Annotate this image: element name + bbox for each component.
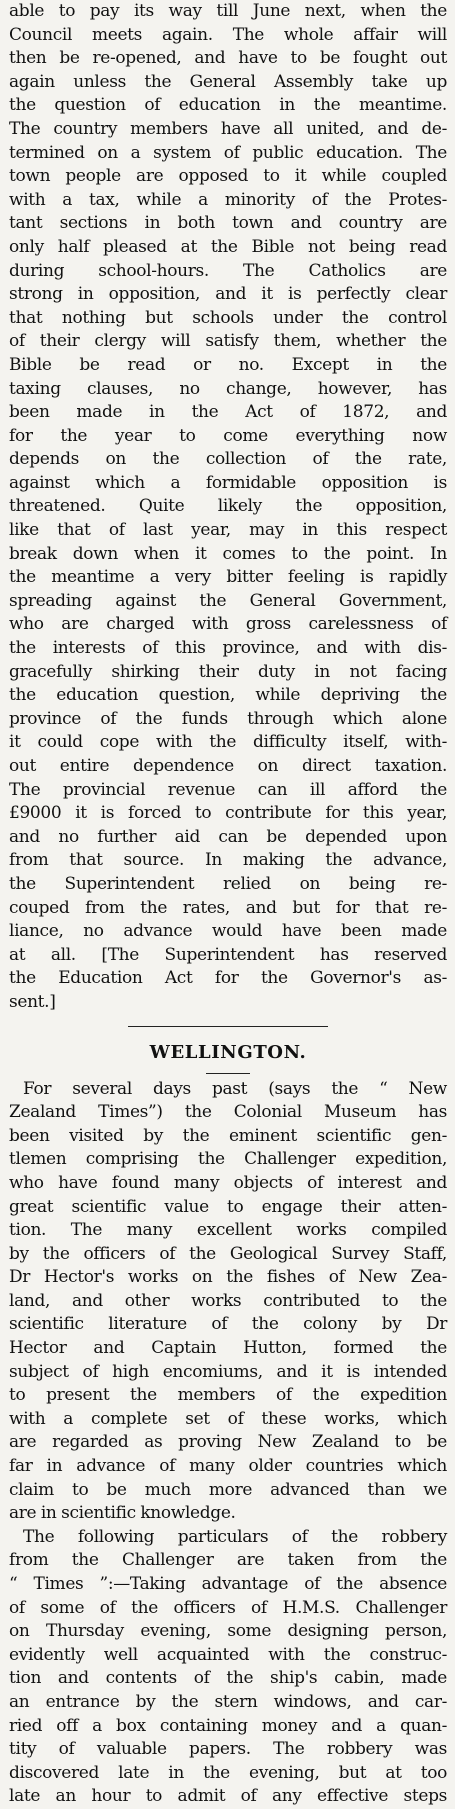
robbery-article-body [9,1526,447,1809]
text-line: spreading against the General Government, [9,590,447,611]
text-line: of some of the officers of H.M.S. Challenger [9,1597,447,1618]
text-line: then be re-opened, and have to be fought out [9,48,447,69]
text-line: late an hour to admit of any effective steps [9,1786,447,1807]
text-line: on Thursday evening, some designing person, [9,1621,447,1642]
text-line: from that source. In making the advance, [9,850,447,871]
text-line: been made in the Act of 1872, and [9,402,447,423]
text-line: strong in opposition, and it is perfectly clear [9,284,447,305]
text-line: it could cope with the difficulty itself, with- [9,732,447,753]
text-line: land, and other works contributed to the [9,1290,447,1311]
text-line: the education question, while depriving the [9,685,447,706]
text-line: of their clergy will satisfy them, whether the [9,331,447,352]
text-line: are regarded as proving New Zealand to be [9,1432,447,1453]
heading-dash [206,1073,250,1074]
text-line: to present the members of the expedition [9,1385,447,1406]
text-line: couped from the rates, and but for that re- [9,897,447,918]
section-heading: WELLINGTON. [149,1041,307,1063]
text-line: tion. The many excellent works compiled [9,1220,447,1241]
text-line: by the officers of the Geological Survey Staff, [9,1243,447,1264]
text-line: break down when it comes to the point. In [9,543,447,564]
text-line: tity of valuable papers. The robbery was [9,1739,447,1760]
text-line: Zealand Times”) the Colonial Museum has [9,1102,447,1123]
text-line: tant sections in both town and country are [9,213,447,234]
text-line: For several days past (says the “ New [23,1078,447,1099]
text-line: Hector and Captain Hutton, formed the [9,1338,447,1359]
text-line: tlemen comprising the Challenger expedition, [9,1149,447,1170]
text-line: £9000 it is forced to contribute for this year, [9,803,447,824]
text-line: discovered late in the evening, but at too [9,1762,447,1783]
text-line: Council meets again. The whole affair will [9,24,447,45]
text-line: sent.] [9,991,56,1012]
text-line: from the Challenger are taken from the [9,1550,447,1571]
text-line: again unless the General Assembly take up [9,71,447,92]
text-line: able to pay its way till June next, when the [9,1,447,21]
text-line: who are charged with gross carelessness of [9,614,447,635]
text-line: Dr Hector's works on the fishes of New Zea- [9,1267,447,1288]
text-line: The provincial revenue can ill afford the [9,779,447,800]
text-line: The country members have all united, and de- [9,118,447,139]
text-line: province of the funds through which alone [9,708,447,729]
text-line: been visited by the eminent scientific gen- [9,1125,447,1146]
text-line: at all. [The Superintendent has reserved [9,944,447,965]
text-line: Bible be read or no. Except in the [9,354,447,375]
text-line: against which a formidable opposition is [9,472,447,493]
text-line: evidently well acquainted with the construc- [9,1644,447,1665]
text-line: and no further aid can be depended upon [9,826,447,847]
text-line: out entire dependence on direct taxation. [9,756,447,776]
text-line: the Superintendent relied on being re- [9,873,447,894]
text-line: the interests of this province, and with dis- [9,638,447,659]
text-line: “ Times ”:—Taking advantage of the absence [9,1574,447,1594]
text-line: only half pleased at the Bible not being read [9,236,447,257]
text-line: tion and contents of the ship's cabin, made [9,1668,447,1689]
text-line: ried off a box containing money and a quan- [9,1715,447,1736]
text-line: scientific literature of the colony by Dr [9,1314,447,1335]
text-line: during school-hours. The Catholics are [9,260,447,281]
text-line: with a tax, while a minority of the Protes- [9,189,447,210]
text-line: for the year to come everything now [9,425,447,446]
text-line: far in advance of many older countries which [9,1456,447,1477]
museum-article-body [9,1078,447,1526]
text-line: the meantime a very bitter feeling is rapidly [9,567,447,588]
education-article-body [9,0,447,1015]
text-line: subject of high encomiums, and it is intended [9,1361,447,1382]
text-line: The following particulars of the robbery [23,1526,447,1547]
text-line: who have found many objects of interest and [9,1172,447,1193]
text-line: great scientific value to engage their atten- [9,1196,447,1217]
text-line: the Education Act for the Governor's as- [9,968,447,989]
text-line: town people are opposed to it while coupled [9,166,447,187]
text-line: an entrance by the stern windows, and car- [9,1691,447,1712]
text-line: are in scientific knowledge. [9,1503,236,1524]
text-line: gracefully shirking their duty in not facing [9,661,447,682]
text-line: depends on the collection of the rate, [9,449,447,470]
text-line: that nothing but schools under the control [9,307,447,328]
text-line: liance, no advance would have been made [9,921,447,942]
text-line: threatened. Quite likely the opposition, [9,496,447,517]
text-line: like that of last year, may in this respect [9,520,447,541]
text-line: claim to be much more advanced than we [9,1479,447,1500]
text-line: taxing clauses, no change, however, has [9,378,447,399]
text-line: with a complete set of these works, which [9,1408,447,1429]
text-line: the question of education in the meantime. [9,95,447,116]
section-divider-rule [128,1026,328,1027]
text-line: termined on a system of public education. The [9,142,447,163]
